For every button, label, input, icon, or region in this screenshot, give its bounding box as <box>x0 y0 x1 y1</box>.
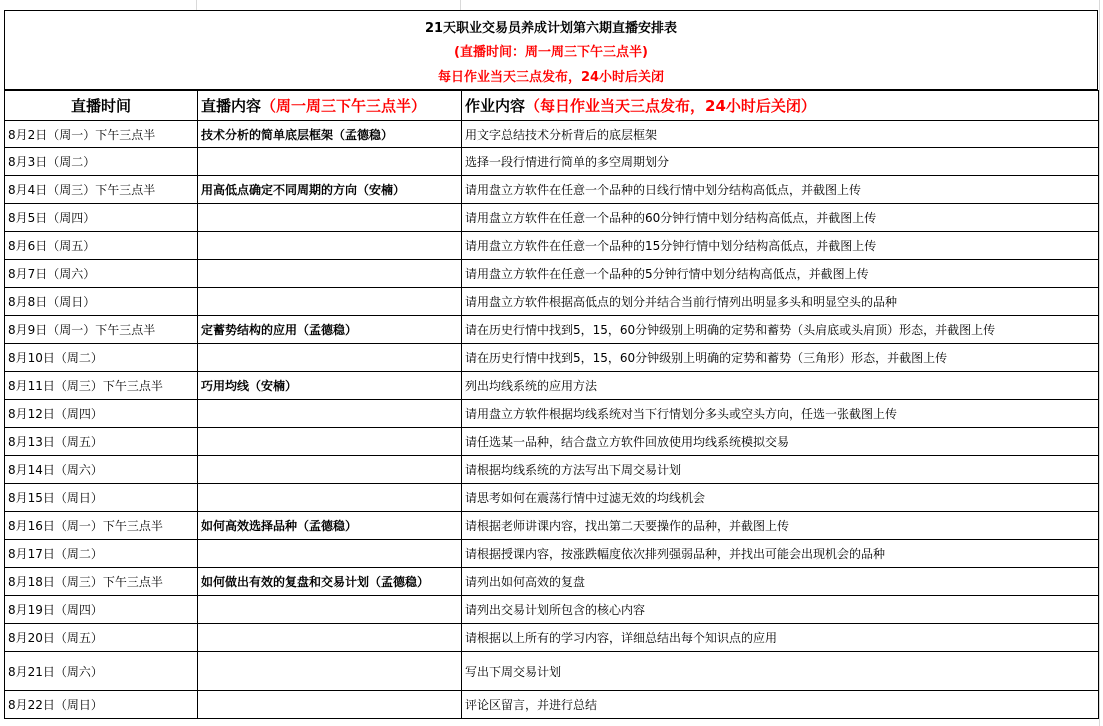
content-cell[interactable] <box>198 148 462 176</box>
homework-cell[interactable]: 用文字总结技术分析背后的底层框架 <box>462 121 1099 148</box>
homework-cell[interactable]: 请在历史行情中找到5，15，60分钟级别上明确的定势和蓄势（三角形）形态，并截图上传 <box>462 344 1099 372</box>
date-cell[interactable]: 8月12日（周四） <box>5 400 198 428</box>
content-cell[interactable] <box>198 260 462 288</box>
homework-cell[interactable]: 请列出交易计划所包含的核心内容 <box>462 596 1099 624</box>
homework-cell[interactable]: 请思考如何在震荡行情中过滤无效的均线机会 <box>462 484 1099 512</box>
table-row <box>5 596 1099 624</box>
table-row <box>5 288 1099 316</box>
header-homework-label: 作业内容 <box>465 97 526 115</box>
content-cell[interactable] <box>198 691 462 719</box>
header-homework[interactable] <box>462 91 1099 121</box>
table-row <box>5 148 1099 176</box>
homework-cell[interactable]: 请用盘立方软件根据均线系统对当下行情划分多头或空头方向，任选一张截图上传 <box>462 400 1099 428</box>
table-row <box>5 568 1099 596</box>
content-cell[interactable]: 巧用均线（安楠） <box>198 372 462 400</box>
live-time-note: (直播时间：周一周三下午三点半) <box>454 45 648 60</box>
header-live-time-label: 直播时间 <box>70 97 131 115</box>
table-row <box>5 204 1099 232</box>
homework-note: 每日作业当天三点发布，24小时后关闭 <box>437 70 665 85</box>
table-row <box>5 344 1099 372</box>
content-cell[interactable]: 如何高效选择品种（孟德稳） <box>198 512 462 540</box>
column-gridline <box>1099 0 1100 726</box>
homework-cell[interactable]: 请用盘立方软件在任意一个品种的15分钟行情中划分结构高低点，并截图上传 <box>462 232 1099 260</box>
gridline-strip <box>0 0 1103 10</box>
homework-cell[interactable]: 请用盘立方软件在任意一个品种的日线行情中划分结构高低点，并截图上传 <box>462 176 1099 204</box>
homework-cell[interactable]: 请任选某一品种，结合盘立方软件回放使用均线系统模拟交易 <box>462 428 1099 456</box>
title-block[interactable] <box>4 10 1098 90</box>
content-cell[interactable]: 用高低点确定不同周期的方向（安楠） <box>198 176 462 204</box>
schedule-table <box>4 90 1099 719</box>
date-cell[interactable]: 8月3日（周二） <box>5 148 198 176</box>
table-row <box>5 121 1099 148</box>
header-live-time[interactable] <box>5 91 198 121</box>
homework-cell[interactable]: 选择一段行情进行简单的多空周期划分 <box>462 148 1099 176</box>
homework-cell[interactable]: 评论区留言，并进行总结 <box>462 691 1099 719</box>
homework-cell[interactable]: 请用盘立方软件根据高低点的划分并结合当前行情列出明显多头和明显空头的品种 <box>462 288 1099 316</box>
date-cell[interactable]: 8月21日（周六） <box>5 652 198 691</box>
table-row <box>5 624 1099 652</box>
content-cell[interactable] <box>198 344 462 372</box>
table-row <box>5 176 1099 204</box>
homework-cell[interactable]: 写出下周交易计划 <box>462 652 1099 691</box>
date-cell[interactable]: 8月4日（周三）下午三点半 <box>5 176 198 204</box>
date-cell[interactable]: 8月10日（周二） <box>5 344 198 372</box>
date-cell[interactable]: 8月7日（周六） <box>5 260 198 288</box>
date-cell[interactable]: 8月18日（周三）下午三点半 <box>5 568 198 596</box>
date-cell[interactable]: 8月5日（周四） <box>5 204 198 232</box>
header-homework-note: （每日作业当天三点发布，24小时后关闭） <box>525 97 816 115</box>
content-cell[interactable] <box>198 400 462 428</box>
date-cell[interactable]: 8月6日（周五） <box>5 232 198 260</box>
date-cell[interactable]: 8月14日（周六） <box>5 456 198 484</box>
homework-cell[interactable]: 请根据老师讲课内容，找出第二天要操作的品种，并截图上传 <box>462 512 1099 540</box>
table-row <box>5 691 1099 719</box>
homework-cell[interactable]: 请用盘立方软件在任意一个品种的5分钟行情中划分结构高低点，并截图上传 <box>462 260 1099 288</box>
header-live-content-label: 直播内容 <box>201 97 262 115</box>
table-row <box>5 232 1099 260</box>
table-row <box>5 652 1099 691</box>
homework-cell[interactable]: 请列出如何高效的复盘 <box>462 568 1099 596</box>
header-row <box>5 91 1099 121</box>
content-cell[interactable] <box>198 484 462 512</box>
homework-cell[interactable]: 请根据以上所有的学习内容，详细总结出每个知识点的应用 <box>462 624 1099 652</box>
content-cell[interactable] <box>198 428 462 456</box>
content-cell[interactable] <box>198 456 462 484</box>
homework-cell[interactable]: 请用盘立方软件在任意一个品种的60分钟行情中划分结构高低点，并截图上传 <box>462 204 1099 232</box>
content-cell[interactable] <box>198 624 462 652</box>
homework-cell[interactable]: 请在历史行情中找到5，15，60分钟级别上明确的定势和蓄势（头肩底或头肩顶）形态，并截图上传 <box>462 316 1099 344</box>
date-cell[interactable]: 8月20日（周五） <box>5 624 198 652</box>
content-cell[interactable] <box>198 540 462 568</box>
date-cell[interactable]: 8月16日（周一）下午三点半 <box>5 512 198 540</box>
homework-cell[interactable]: 请根据授课内容，按涨跌幅度依次排列强弱品种，并找出可能会出现机会的品种 <box>462 540 1099 568</box>
schedule-title: 21天职业交易员养成计划第六期直播安排表 <box>424 21 678 36</box>
content-cell[interactable] <box>198 288 462 316</box>
date-cell[interactable]: 8月9日（周一）下午三点半 <box>5 316 198 344</box>
date-cell[interactable]: 8月11日（周三）下午三点半 <box>5 372 198 400</box>
table-row <box>5 540 1099 568</box>
table-row <box>5 372 1099 400</box>
date-cell[interactable]: 8月2日（周一）下午三点半 <box>5 121 198 148</box>
date-cell[interactable]: 8月22日（周日） <box>5 691 198 719</box>
content-cell[interactable]: 如何做出有效的复盘和交易计划（孟德稳） <box>198 568 462 596</box>
content-cell[interactable] <box>198 232 462 260</box>
table-row <box>5 456 1099 484</box>
table-row <box>5 512 1099 540</box>
content-cell[interactable] <box>198 204 462 232</box>
homework-cell[interactable]: 列出均线系统的应用方法 <box>462 372 1099 400</box>
table-row <box>5 484 1099 512</box>
table-row <box>5 260 1099 288</box>
homework-cell[interactable]: 请根据均线系统的方法写出下周交易计划 <box>462 456 1099 484</box>
date-cell[interactable]: 8月8日（周日） <box>5 288 198 316</box>
date-cell[interactable]: 8月13日（周五） <box>5 428 198 456</box>
content-cell[interactable]: 技术分析的简单底层框架（孟德稳） <box>198 121 462 148</box>
date-cell[interactable]: 8月17日（周二） <box>5 540 198 568</box>
table-row <box>5 428 1099 456</box>
header-live-content[interactable] <box>198 91 462 121</box>
header-live-content-note: （周一周三下午三点半） <box>261 97 427 115</box>
content-cell[interactable]: 定蓄势结构的应用（孟德稳） <box>198 316 462 344</box>
content-cell[interactable] <box>198 652 462 691</box>
content-cell[interactable] <box>198 596 462 624</box>
table-row <box>5 316 1099 344</box>
date-cell[interactable]: 8月15日（周日） <box>5 484 198 512</box>
table-row <box>5 400 1099 428</box>
date-cell[interactable]: 8月19日（周四） <box>5 596 198 624</box>
